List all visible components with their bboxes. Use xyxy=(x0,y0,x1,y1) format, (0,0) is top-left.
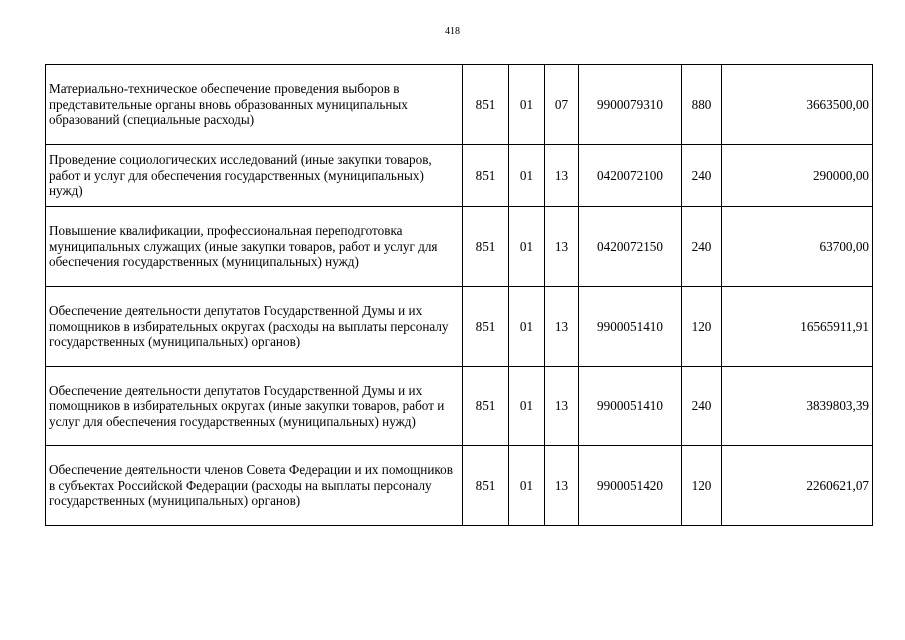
amount-cell: 2260621,07 xyxy=(722,446,873,526)
expense-type-cell: 240 xyxy=(682,367,722,446)
amount-cell: 63700,00 xyxy=(722,207,873,287)
budget-table xyxy=(45,64,873,526)
subsection-code-cell: 13 xyxy=(545,145,579,207)
target-article-cell: 0420072150 xyxy=(579,207,682,287)
table-row xyxy=(46,207,873,287)
expense-name-cell: Обеспечение деятельности депутатов Государственной Думы и их помощников в избирательных округах (иные закупки товаров, работ и услуг для обеспечения государственных (муниципальных) нужд) xyxy=(46,367,463,446)
expense-name-cell: Обеспечение деятельности депутатов Государственной Думы и их помощников в избирательных округах (расходы на выплаты персоналу государственных (муниципальных) органов) xyxy=(46,287,463,367)
section-code-cell: 01 xyxy=(509,207,545,287)
department-code-cell: 851 xyxy=(463,145,509,207)
section-code-cell: 01 xyxy=(509,145,545,207)
department-code-cell: 851 xyxy=(463,65,509,145)
amount-cell: 290000,00 xyxy=(722,145,873,207)
table-row xyxy=(46,446,873,526)
target-article-cell: 9900051410 xyxy=(579,367,682,446)
amount-cell: 3839803,39 xyxy=(722,367,873,446)
page-number: 418 xyxy=(445,26,460,37)
section-code-cell: 01 xyxy=(509,446,545,526)
department-code-cell: 851 xyxy=(463,207,509,287)
table-row xyxy=(46,145,873,207)
table-row xyxy=(46,65,873,145)
amount-cell: 16565911,91 xyxy=(722,287,873,367)
target-article-cell: 0420072100 xyxy=(579,145,682,207)
expense-name-cell: Повышение квалификации, профессиональная переподготовка муниципальных служащих (иные закупки товаров, работ и услуг для обеспечения государственных (муниципальных) нужд) xyxy=(46,207,463,287)
expense-name-cell: Проведение социологических исследований (иные закупки товаров, работ и услуг для обеспечения государственных (муниципальных) нужд) xyxy=(46,145,463,207)
subsection-code-cell: 13 xyxy=(545,207,579,287)
subsection-code-cell: 13 xyxy=(545,367,579,446)
target-article-cell: 9900051420 xyxy=(579,446,682,526)
expense-type-cell: 240 xyxy=(682,145,722,207)
section-code-cell: 01 xyxy=(509,287,545,367)
target-article-cell: 9900079310 xyxy=(579,65,682,145)
section-code-cell: 01 xyxy=(509,367,545,446)
table-row xyxy=(46,287,873,367)
department-code-cell: 851 xyxy=(463,287,509,367)
expense-name-cell: Материально-техническое обеспечение проведения выборов в представительные органы вновь образованных муниципальных образований (специальные расходы) xyxy=(46,65,463,145)
expense-name-cell: Обеспечение деятельности членов Совета Федерации и их помощников в субъектах Российской Федерации (расходы на выплаты персоналу государственных (муниципальных) органов) xyxy=(46,446,463,526)
expense-type-cell: 880 xyxy=(682,65,722,145)
section-code-cell: 01 xyxy=(509,65,545,145)
table-row xyxy=(46,367,873,446)
amount-cell: 3663500,00 xyxy=(722,65,873,145)
target-article-cell: 9900051410 xyxy=(579,287,682,367)
subsection-code-cell: 13 xyxy=(545,446,579,526)
department-code-cell: 851 xyxy=(463,367,509,446)
department-code-cell: 851 xyxy=(463,446,509,526)
subsection-code-cell: 07 xyxy=(545,65,579,145)
subsection-code-cell: 13 xyxy=(545,287,579,367)
expense-type-cell: 120 xyxy=(682,446,722,526)
expense-type-cell: 120 xyxy=(682,287,722,367)
expense-type-cell: 240 xyxy=(682,207,722,287)
